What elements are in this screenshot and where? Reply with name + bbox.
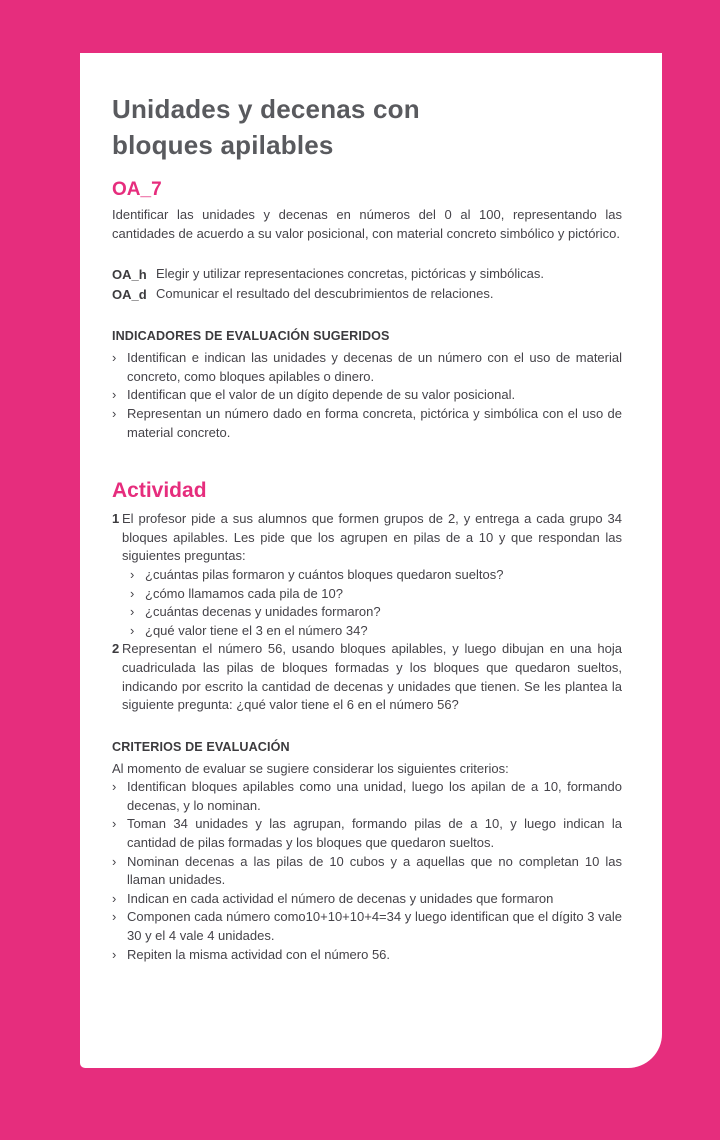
criterios-heading: CRITERIOS DE EVALUACIÓN xyxy=(112,739,290,754)
oa-skill-code: OA_d xyxy=(112,286,147,302)
activity-item-number: 1 xyxy=(112,511,120,527)
actividad-heading: Actividad xyxy=(112,479,207,503)
list-item-text: Identifican que el valor de un dígito depende de su valor posicional. xyxy=(127,387,516,403)
criterios-intro: Al momento de evaluar se sugiere considerar los siguientes criterios: xyxy=(112,760,509,776)
chevron-bullet-icon: › xyxy=(112,350,117,366)
list-item xyxy=(112,853,622,890)
list-item xyxy=(112,386,622,405)
chevron-bullet-icon: › xyxy=(112,890,117,906)
list-item-text: Toman 34 unidades y las agrupan, formando pilas de a 10, y luego indican la cantidad de pilas formadas y los bloques que quedaron sueltos. xyxy=(127,816,622,851)
activity-item-text: Representan el número 56, usando bloques apilables, y luego dibujan en una hoja cuadriculada las pilas de bloques formadas y los bloques que quedaron sueltos, indicando por escrito la cantidad de decenas y unidades que tienen. Se les plantea la siguiente pregunta: ¿qué valor tiene el 6 en el número 56? xyxy=(122,641,622,713)
chevron-bullet-icon: › xyxy=(112,909,117,925)
chevron-bullet-icon: › xyxy=(130,585,135,601)
list-item xyxy=(112,349,622,386)
activity-sub-item xyxy=(130,566,622,585)
list-item-text: Identifican bloques apilables como una unidad, luego los apilan de a 10, formando decenas, y lo nominan. xyxy=(127,779,622,813)
list-item-text: Nominan decenas a las pilas de 10 cubos y a aquellas que no completan 10 las llaman unidades. xyxy=(127,853,622,888)
chevron-bullet-icon: › xyxy=(130,566,135,582)
chevron-bullet-icon: › xyxy=(112,387,117,403)
chevron-bullet-icon: › xyxy=(112,946,117,962)
oa-skill-code: OA_h xyxy=(112,267,147,283)
list-item xyxy=(112,815,622,852)
activity-sub-item-text: ¿cómo llamamos cada pila de 10? xyxy=(145,585,343,601)
activity-sub-item-text: ¿cuántas pilas formaron y cuántos bloques quedaron sueltos? xyxy=(145,566,504,582)
list-item-text: Identifican e indican las unidades y decenas de un número con el uso de material concreto, como bloques apilables o dinero. xyxy=(127,350,622,384)
oa-skills-list xyxy=(112,265,622,304)
activity-sub-item xyxy=(130,622,622,641)
activity-sub-item-text: ¿cuántas decenas y unidades formaron? xyxy=(145,604,381,620)
chevron-bullet-icon: › xyxy=(112,405,117,421)
chevron-bullet-icon: › xyxy=(130,604,135,620)
activity-sub-list xyxy=(130,566,622,640)
activity-sub-item-text: ¿qué valor tiene el 3 en el número 34? xyxy=(145,622,368,638)
activity-item-number: 2 xyxy=(112,641,120,657)
activity-item xyxy=(112,510,622,566)
indicadores-heading: INDICADORES DE EVALUACIÓN SUGERIDOS xyxy=(112,329,390,344)
list-item xyxy=(112,946,622,965)
chevron-bullet-icon: › xyxy=(130,622,135,638)
oa-heading: OA_7 xyxy=(112,179,162,200)
list-item-text: Repiten la misma actividad con el número 56. xyxy=(127,946,391,962)
activity-sub-item xyxy=(130,585,622,604)
oa-skill-text: Comunicar el resultado del descubrimientos de relaciones. xyxy=(156,285,494,301)
content-card xyxy=(80,53,662,1068)
list-item xyxy=(112,908,622,945)
actividad-list xyxy=(112,510,622,715)
oa-skill-row xyxy=(112,265,622,285)
list-item xyxy=(112,778,622,815)
oa-description: Identificar las unidades y decenas en números del 0 al 100, representando las cantidades de acuerdo a su valor posicional, con material concreto simbólico y pictórico. xyxy=(112,207,622,241)
indicadores-list xyxy=(112,349,622,442)
activity-sub-item xyxy=(130,603,622,622)
oa-skill-text: Elegir y utilizar representaciones concretas, pictóricas y simbólicas. xyxy=(156,266,544,282)
list-item-text: Componen cada número como10+10+10+4=34 y luego identifican que el dígito 3 vale 30 y el 4 vale 4 unidades. xyxy=(127,909,622,944)
list-item xyxy=(112,890,622,909)
criterios-list xyxy=(112,778,622,964)
list-item-text: Indican en cada actividad el número de decenas y unidades que formaron xyxy=(127,890,554,906)
page-title xyxy=(112,91,622,163)
activity-item xyxy=(112,640,622,714)
list-item-text: Representan un número dado en forma concreta, pictórica y simbólica con el uso de material concreto. xyxy=(127,405,622,440)
chevron-bullet-icon: › xyxy=(112,779,117,795)
list-item xyxy=(112,405,622,442)
chevron-bullet-icon: › xyxy=(112,853,117,869)
oa-skill-row xyxy=(112,285,622,305)
page-title-line-1: Unidades y decenas con xyxy=(112,94,420,124)
chevron-bullet-icon: › xyxy=(112,816,117,832)
page-title-line-2: bloques apilables xyxy=(112,130,334,160)
activity-item-text: El profesor pide a sus alumnos que formen grupos de 2, y entrega a cada grupo 34 bloques apilables. Les pide que los agrupen en pilas de a 10 y que respondan las siguientes preguntas: xyxy=(122,511,622,564)
